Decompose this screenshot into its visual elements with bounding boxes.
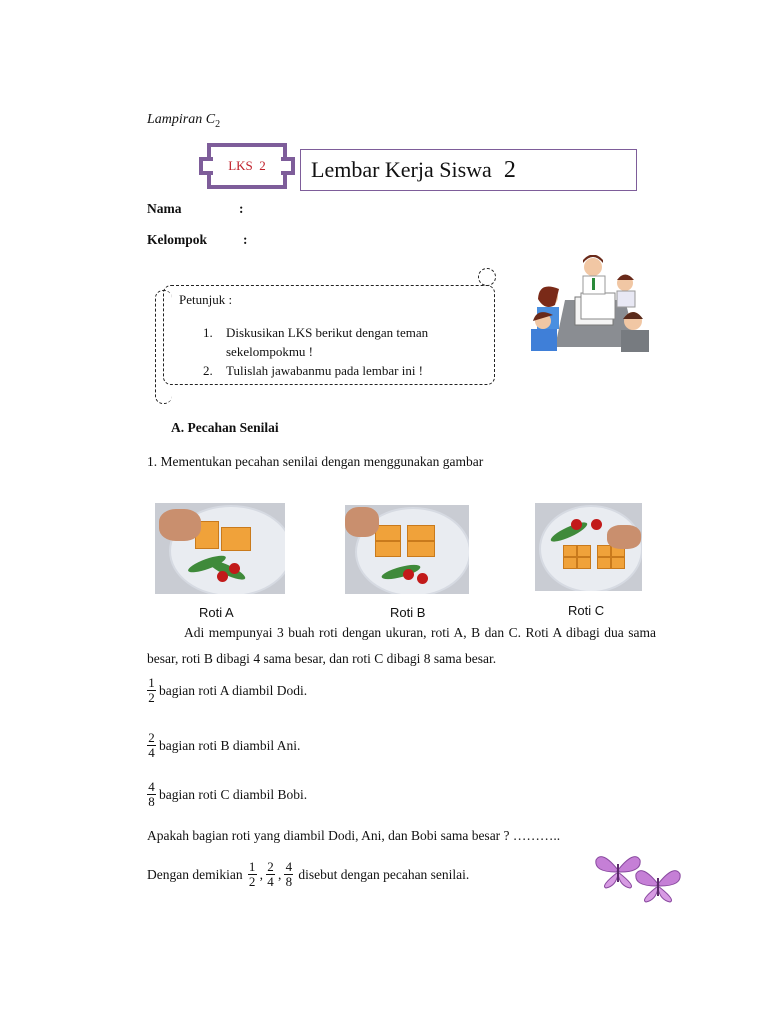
group-discussion-illustration [525, 255, 655, 355]
fraction: $\frac{2}{4}$ [148, 730, 155, 760]
list-item: 1. Diskusikan LKS berikut dengan teman sekelompokmu ! [203, 325, 429, 359]
list-item: 2. Tulislah jawabanmu pada lembar ini ! [203, 363, 424, 378]
story-paragraph: Adi mempunyai 3 buah roti dengan ukuran, roti A, B dan C. Roti A dibagi dua sama besar, roti B dibagi 4 sama besar, dan roti C dibagi 8 sama besar. [147, 625, 656, 666]
instructions-label: Petunjuk : [179, 292, 233, 307]
nama-label: Nama [147, 201, 182, 216]
fraction: $\frac{4}{8}$ [148, 779, 155, 809]
lks-badge: LKS 2 [207, 143, 287, 189]
kelompok-label: Kelompok [147, 232, 208, 247]
instructions-list [203, 323, 488, 380]
caption-roti-b: Roti B [390, 605, 426, 620]
nama-colon: : [239, 201, 244, 216]
caption-roti-a: Roti A [199, 605, 234, 620]
scroll-curl-right [478, 268, 496, 286]
kelompok-colon: : [243, 232, 248, 247]
lampiran-label: Lampiran $C_2$ [147, 112, 221, 130]
photo-roti-b [345, 505, 469, 594]
fraction: $\frac{1}{2}$ [248, 859, 256, 889]
fraction: $\frac{4}{8}$ [285, 859, 293, 889]
caption-roti-c: Roti C [568, 603, 605, 618]
photo-roti-c [535, 503, 642, 591]
fraction: $\frac{2}{4}$ [267, 859, 274, 889]
question-1: 1. Mementukan pecahan senilai dengan menggunakan gambar [147, 454, 484, 469]
statement-bobi: $\frac{4}{8}$ bagian roti C diambil Bobi. [148, 779, 308, 809]
question-text: Apakah bagian roti yang diambil Dodi, Ani, dan Bobi sama besar ? ……….. [147, 828, 561, 843]
butterfly-icon [634, 864, 682, 904]
statement-dodi: $\frac{1}{2}$ bagian roti A diambil Dodi. [148, 675, 308, 705]
photo-roti-a [155, 503, 285, 594]
section-heading: A. Pecahan Senilai [171, 420, 279, 435]
fraction: $\frac{1}{2}$ [148, 675, 155, 705]
page-title: Lembar Kerja Siswa 2 [300, 149, 637, 191]
conclusion: Dengan demikian $\frac{1}{2}$ , $\frac{2}{4}$ , $\frac{4}{8}$ disebut dengan pecahan senilai. [147, 859, 470, 889]
statement-ani: $\frac{2}{4}$ bagian roti B diambil Ani. [148, 730, 301, 760]
